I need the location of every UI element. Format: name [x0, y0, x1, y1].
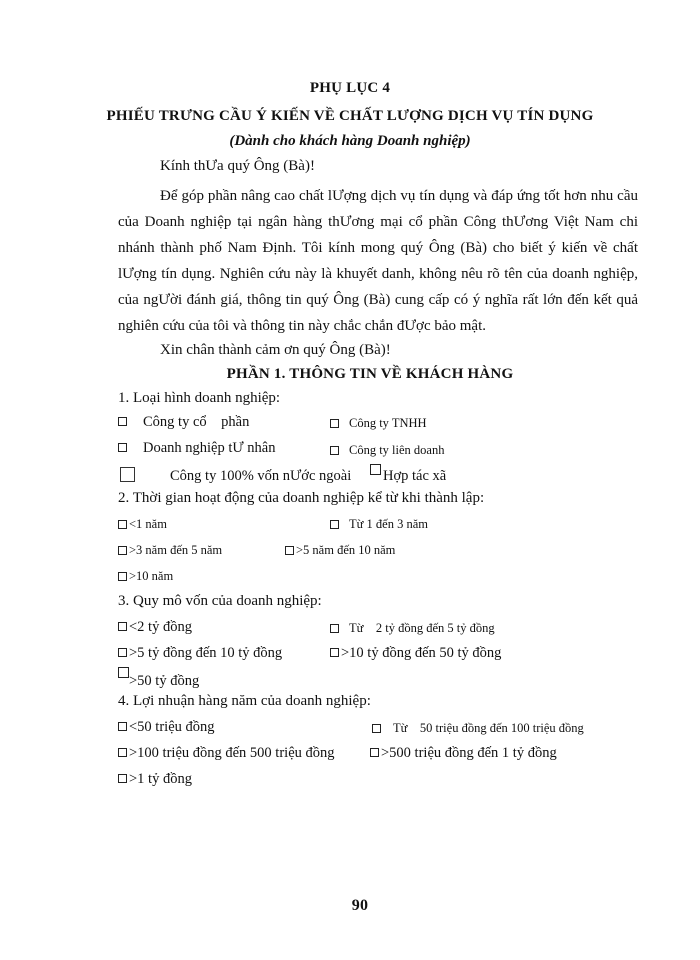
- checkbox-icon[interactable]: [120, 467, 135, 482]
- thanks: Xin chân thành cảm ơn quý Ông (Bà)!: [160, 342, 391, 358]
- q3-option-gt50[interactable]: >50 tỷ đồng: [129, 673, 200, 689]
- q1-option-llc[interactable]: Công ty TNHH: [330, 416, 427, 431]
- q4-option-100to500m[interactable]: >100 triệu đồng đến 500 triệu đồng: [118, 745, 335, 762]
- q2-option-lt1[interactable]: <1 năm: [118, 517, 167, 532]
- q2-option-gt10[interactable]: >10 năm: [118, 569, 173, 584]
- q3-option-5to10[interactable]: >5 tỷ đồng đến 10 tỷ đồng: [118, 645, 282, 662]
- q4-option-lt50m[interactable]: <50 triệu đồng: [118, 719, 215, 736]
- page-number: 90: [351, 897, 369, 914]
- checkbox-icon[interactable]: [118, 417, 127, 426]
- q4-option-50to100m[interactable]: Từ 50 triệu đồng đến 100 triệu đồng: [372, 721, 584, 736]
- q3-option-10to50[interactable]: >10 tỷ đồng đến 50 tỷ đồng: [330, 645, 501, 662]
- form-title: PHIẾU TRƯNG CẦU Ý KIẾN VỀ CHẤT LƯỢNG DỊCH VỤ TÍN DỤNG: [106, 108, 594, 124]
- q4-option-gt1b[interactable]: >1 tỷ đồng: [118, 771, 192, 788]
- checkbox-icon[interactable]: [118, 648, 127, 657]
- form-audience: (Dành cho khách hàng Doanh nghiệp): [229, 133, 471, 149]
- question-2-label: 2. Thời gian hoạt động của doanh nghiệp kể từ khi thành lập:: [118, 490, 485, 506]
- checkbox-icon[interactable]: [372, 724, 381, 733]
- checkbox-icon[interactable]: [118, 722, 127, 731]
- section-title: PHẦN 1. THÔNG TIN VỀ KHÁCH HÀNG: [226, 366, 514, 382]
- checkbox-icon[interactable]: [118, 520, 127, 529]
- checkbox-icon[interactable]: [118, 667, 129, 678]
- q2-option-1to3[interactable]: Từ 1 đến 3 năm: [330, 517, 428, 532]
- checkbox-icon[interactable]: [370, 464, 381, 475]
- checkbox-icon[interactable]: [330, 419, 339, 428]
- q1-option-cooperative[interactable]: Hợp tác xã: [383, 468, 447, 484]
- question-4-label: 4. Lợi nhuận hàng năm của doanh nghiệp:: [118, 693, 371, 709]
- q2-option-3to5[interactable]: >3 năm đến 5 năm: [118, 543, 222, 558]
- checkbox-icon[interactable]: [370, 748, 379, 757]
- checkbox-icon[interactable]: [330, 648, 339, 657]
- checkbox-icon[interactable]: [330, 624, 339, 633]
- q1-option-foreign[interactable]: Công ty 100% vốn nƯớc ngoài: [170, 468, 352, 484]
- checkbox-icon[interactable]: [285, 546, 294, 555]
- q3-option-lt2[interactable]: <2 tỷ đồng: [118, 619, 192, 636]
- question-1-label: 1. Loại hình doanh nghiệp:: [118, 390, 281, 406]
- q1-option-joint-stock[interactable]: Công ty cổ phần: [118, 414, 249, 431]
- q4-option-500mto1b[interactable]: >500 triệu đồng đến 1 tỷ đồng: [370, 745, 557, 762]
- q1-option-joint-venture[interactable]: Công ty liên doanh: [330, 443, 444, 458]
- q2-option-5to10[interactable]: >5 năm đến 10 năm: [285, 543, 395, 558]
- checkbox-icon[interactable]: [118, 774, 127, 783]
- checkbox-icon[interactable]: [118, 546, 127, 555]
- checkbox-icon[interactable]: [330, 520, 339, 529]
- checkbox-icon[interactable]: [118, 748, 127, 757]
- appendix-title: PHỤ LỤC 4: [309, 80, 391, 96]
- q3-option-2to5[interactable]: Từ 2 tỷ đồng đến 5 tỷ đồng: [330, 621, 495, 636]
- checkbox-icon[interactable]: [118, 572, 127, 581]
- checkbox-icon[interactable]: [118, 622, 127, 631]
- greeting: Kính thƯa quý Ông (Bà)!: [160, 158, 315, 174]
- intro-paragraph: Để góp phần nâng cao chất lƯợng dịch vụ tín dụng và đáp ứng tốt hơn nhu cầu của Doanh nghiệp tại ngân hàng thƯơng mại cổ phần Công thƯơng Việt Nam chi nhánh thành phố Nam Định. Tôi kính mong quý Ông (Bà) cho biết ý kiến về chất lƯợng tín dụng. Nghiên cứu này là khuyết danh, không nêu rõ tên của doanh nghiệp, của ngƯời đánh giá, thông tin quý Ông (Bà) cung cấp có ý nghĩa rất lớn đến kết quả nghiên cứu của tôi và thông tin này chắc chắn đƯợc bảo mật.: [118, 188, 638, 334]
- q1-option-private[interactable]: Doanh nghiệp tƯ nhân: [118, 440, 275, 457]
- checkbox-icon[interactable]: [330, 446, 339, 455]
- checkbox-icon[interactable]: [118, 443, 127, 452]
- question-3-label: 3. Quy mô vốn của doanh nghiệp:: [118, 593, 322, 609]
